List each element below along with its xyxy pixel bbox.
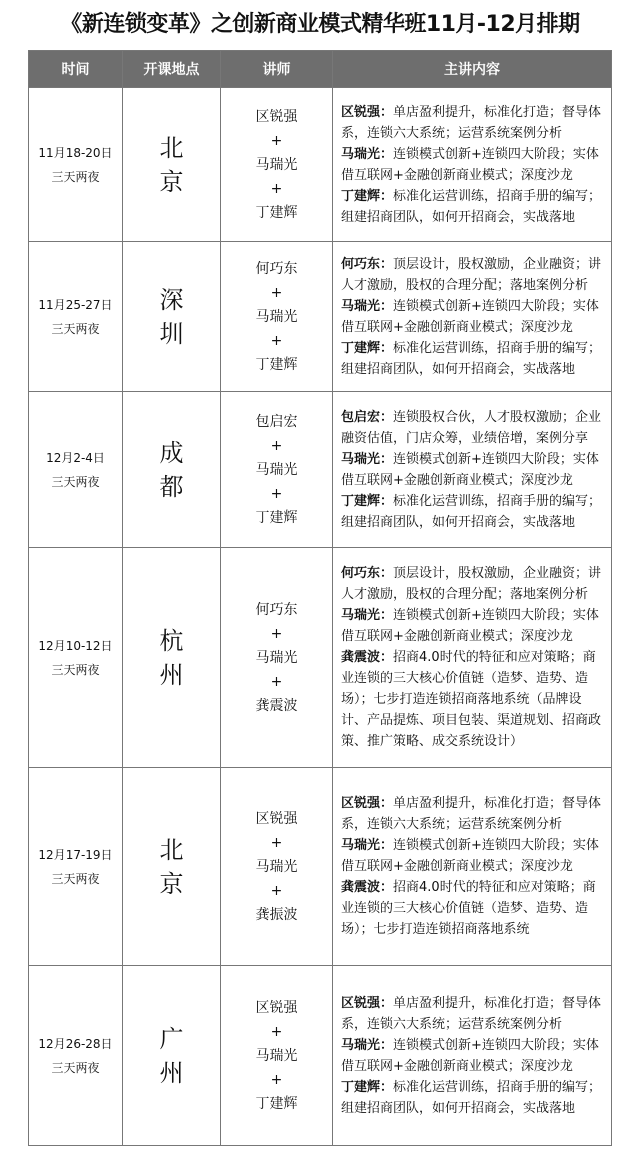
content-item	[341, 605, 605, 647]
content-speaker: 马瑞光：	[341, 1037, 394, 1053]
content-text: 标准化运营训练，招商手册的编写；组建招商团队，如何开招商会，实战落地	[341, 340, 602, 377]
plus-sign: +	[270, 132, 283, 149]
content-text: 连锁模式创新+连锁四大阶段；实体借互联网+金融创新商业模式；深度沙龙	[341, 1037, 599, 1074]
content-item	[341, 491, 605, 533]
content-text: 单店盈利提升，标准化打造；督导体系，连锁六大系统；运营系统案例分析	[341, 104, 602, 141]
header-content: 主讲内容	[333, 51, 612, 88]
plus-sign: +	[270, 673, 283, 690]
table-row	[29, 242, 612, 392]
session-duration: 三天两夜	[51, 1060, 100, 1075]
session-duration: 三天两夜	[51, 321, 100, 336]
content-speaker: 马瑞光：	[341, 838, 394, 853]
teacher-name: 丁建辉	[255, 1095, 298, 1112]
content-text: 连锁模式创新+连锁四大阶段；实体借互联网+金融创新商业模式；深度沙龙	[341, 298, 599, 335]
schedule-table	[28, 50, 612, 1146]
teacher-name: 龚震波	[255, 697, 298, 714]
location-cell	[123, 88, 221, 242]
content-cell	[333, 768, 612, 966]
content-item	[341, 563, 605, 605]
plus-sign: +	[270, 332, 283, 349]
content-speaker: 丁建辉：	[341, 340, 394, 356]
city-char: 都	[159, 472, 184, 501]
teacher-name: 马瑞光	[255, 461, 298, 478]
teacher-name: 马瑞光	[255, 649, 298, 666]
teacher-name: 马瑞光	[255, 858, 298, 875]
content-text: 连锁模式创新+连锁四大阶段；实体借互联网+金融创新商业模式；深度沙龙	[341, 608, 599, 644]
city-char: 杭	[159, 626, 184, 655]
teacher-cell	[221, 88, 333, 242]
teacher-name: 何巧东	[255, 260, 298, 277]
content-text: 招商4.0时代的特征和应对策略；商业连锁的三大核心价值链（造梦、造势、造场）；七步打造连锁招商落地系统（品牌设计、产品提炼、项目包装、渠道规划、招商政策、推广策略、成交系统设计）	[341, 650, 602, 749]
session-date: 12月26-28日	[38, 1036, 113, 1051]
location-cell	[123, 768, 221, 966]
time-cell	[29, 548, 123, 768]
content-speaker: 龚震波：	[341, 650, 394, 665]
content-item	[341, 877, 605, 940]
session-date: 12月2-4日	[46, 450, 105, 465]
content-text: 标准化运营训练，招商手册的编写；组建招商团队，如何开招商会，实战落地	[341, 188, 602, 225]
session-date: 11月18-20日	[38, 145, 113, 160]
teacher-cell	[221, 548, 333, 768]
content-speaker: 马瑞光：	[341, 608, 394, 623]
city-char: 成	[159, 438, 184, 467]
plus-sign: +	[270, 284, 283, 301]
content-text: 招商4.0时代的特征和应对策略；商业连锁的三大核心价值链（造梦、造势、造场）；七步打造连锁招商落地系统	[341, 880, 596, 937]
plus-sign: +	[270, 834, 283, 851]
content-speaker: 丁建辉：	[341, 1079, 394, 1095]
session-date: 12月10-12日	[38, 638, 113, 653]
teacher-name: 何巧东	[255, 601, 298, 618]
content-item	[341, 993, 605, 1035]
teacher-cell	[221, 392, 333, 548]
table-row	[29, 966, 612, 1146]
content-item	[341, 835, 605, 877]
content-text: 连锁模式创新+连锁四大阶段；实体借互联网+金融创新商业模式；深度沙龙	[341, 451, 599, 488]
city-char: 深	[159, 285, 184, 314]
content-speaker: 区锐强：	[341, 796, 394, 811]
session-duration: 三天两夜	[51, 474, 100, 489]
teacher-name: 马瑞光	[255, 156, 298, 173]
content-text: 连锁模式创新+连锁四大阶段；实体借互联网+金融创新商业模式；深度沙龙	[341, 146, 599, 183]
city-char: 广	[159, 1024, 184, 1053]
content-speaker: 何巧东：	[341, 256, 394, 272]
plus-sign: +	[270, 1071, 283, 1088]
content-text: 标准化运营训练，招商手册的编写；组建招商团队，如何开招商会，实战落地	[341, 493, 602, 530]
content-item	[341, 793, 605, 835]
teacher-name: 丁建辉	[255, 204, 298, 221]
page-title: 《新连锁变革》之创新商业模式精华班11月-12月排期	[60, 12, 580, 37]
teacher-name: 区锐强	[255, 108, 298, 125]
content-speaker: 丁建辉：	[341, 493, 394, 509]
content-text: 顶层设计，股权激励，企业融资；讲人才激励，股权的合理分配；落地案例分析	[341, 256, 602, 293]
plus-sign: +	[270, 437, 283, 454]
time-cell	[29, 242, 123, 392]
session-date: 11月25-27日	[38, 297, 113, 312]
table-row	[29, 392, 612, 548]
session-duration: 三天两夜	[51, 662, 100, 677]
content-speaker: 包启宏：	[341, 409, 394, 425]
plus-sign: +	[270, 882, 283, 899]
content-item	[341, 144, 605, 186]
time-cell	[29, 966, 123, 1146]
content-cell	[333, 242, 612, 392]
teacher-name: 区锐强	[255, 810, 298, 827]
header-row	[29, 51, 612, 88]
content-speaker: 马瑞光：	[341, 298, 394, 314]
header-location: 开课地点	[123, 51, 221, 88]
header-time: 时间	[29, 51, 123, 88]
content-item	[341, 1035, 605, 1077]
teacher-cell	[221, 768, 333, 966]
content-text: 连锁股权合伙，人才股权激励；企业融资估值，门店众筹，业绩倍增，案例分享	[341, 409, 602, 446]
content-cell	[333, 966, 612, 1146]
content-item	[341, 647, 605, 752]
content-cell	[333, 548, 612, 768]
city-char: 北	[159, 835, 184, 864]
plus-sign: +	[270, 180, 283, 197]
teacher-name: 马瑞光	[255, 1047, 298, 1064]
content-speaker: 丁建辉：	[341, 188, 394, 204]
plus-sign: +	[270, 485, 283, 502]
content-speaker: 区锐强：	[341, 995, 394, 1011]
content-item	[341, 1077, 605, 1119]
content-item	[341, 254, 605, 296]
content-speaker: 马瑞光：	[341, 451, 394, 467]
city-char: 州	[159, 1058, 184, 1087]
content-speaker: 区锐强：	[341, 104, 394, 120]
city-char: 圳	[159, 319, 184, 348]
content-text: 单店盈利提升，标准化打造；督导体系，连锁六大系统；运营系统案例分析	[341, 796, 602, 832]
content-text: 连锁模式创新+连锁四大阶段；实体借互联网+金融创新商业模式；深度沙龙	[341, 838, 599, 874]
city-char: 京	[159, 167, 184, 196]
session-duration: 三天两夜	[51, 169, 100, 184]
table-row	[29, 548, 612, 768]
teacher-name: 区锐强	[255, 999, 298, 1016]
teacher-cell	[221, 242, 333, 392]
session-date: 12月17-19日	[38, 847, 113, 862]
teacher-cell	[221, 966, 333, 1146]
teacher-name: 龚振波	[255, 906, 298, 923]
table-row	[29, 768, 612, 966]
session-duration: 三天两夜	[51, 871, 100, 886]
time-cell	[29, 392, 123, 548]
content-item	[341, 186, 605, 228]
teacher-name: 丁建辉	[255, 509, 298, 526]
city-char: 京	[159, 869, 184, 898]
location-cell	[123, 548, 221, 768]
content-text: 单店盈利提升，标准化打造；督导体系，连锁六大系统；运营系统案例分析	[341, 995, 602, 1032]
content-text: 标准化运营训练，招商手册的编写；组建招商团队，如何开招商会，实战落地	[341, 1079, 602, 1116]
schedule-body	[29, 88, 612, 1146]
content-item	[341, 102, 605, 144]
content-speaker: 龚震波：	[341, 880, 394, 895]
city-char: 州	[159, 660, 184, 689]
content-cell	[333, 88, 612, 242]
city-char: 北	[159, 133, 184, 162]
content-speaker: 何巧东：	[341, 566, 394, 581]
location-cell	[123, 966, 221, 1146]
teacher-name: 丁建辉	[255, 356, 298, 373]
content-item	[341, 449, 605, 491]
teacher-name: 包启宏	[255, 413, 298, 430]
plus-sign: +	[270, 625, 283, 642]
location-cell	[123, 242, 221, 392]
time-cell	[29, 88, 123, 242]
content-speaker: 马瑞光：	[341, 146, 394, 162]
location-cell	[123, 392, 221, 548]
content-item	[341, 338, 605, 380]
content-text: 顶层设计，股权激励，企业融资；讲人才激励，股权的合理分配；落地案例分析	[341, 566, 602, 602]
teacher-name: 马瑞光	[255, 308, 298, 325]
content-item	[341, 407, 605, 449]
table-row	[29, 88, 612, 242]
content-cell	[333, 392, 612, 548]
time-cell	[29, 768, 123, 966]
header-teacher: 讲师	[221, 51, 333, 88]
content-item	[341, 296, 605, 338]
plus-sign: +	[270, 1023, 283, 1040]
